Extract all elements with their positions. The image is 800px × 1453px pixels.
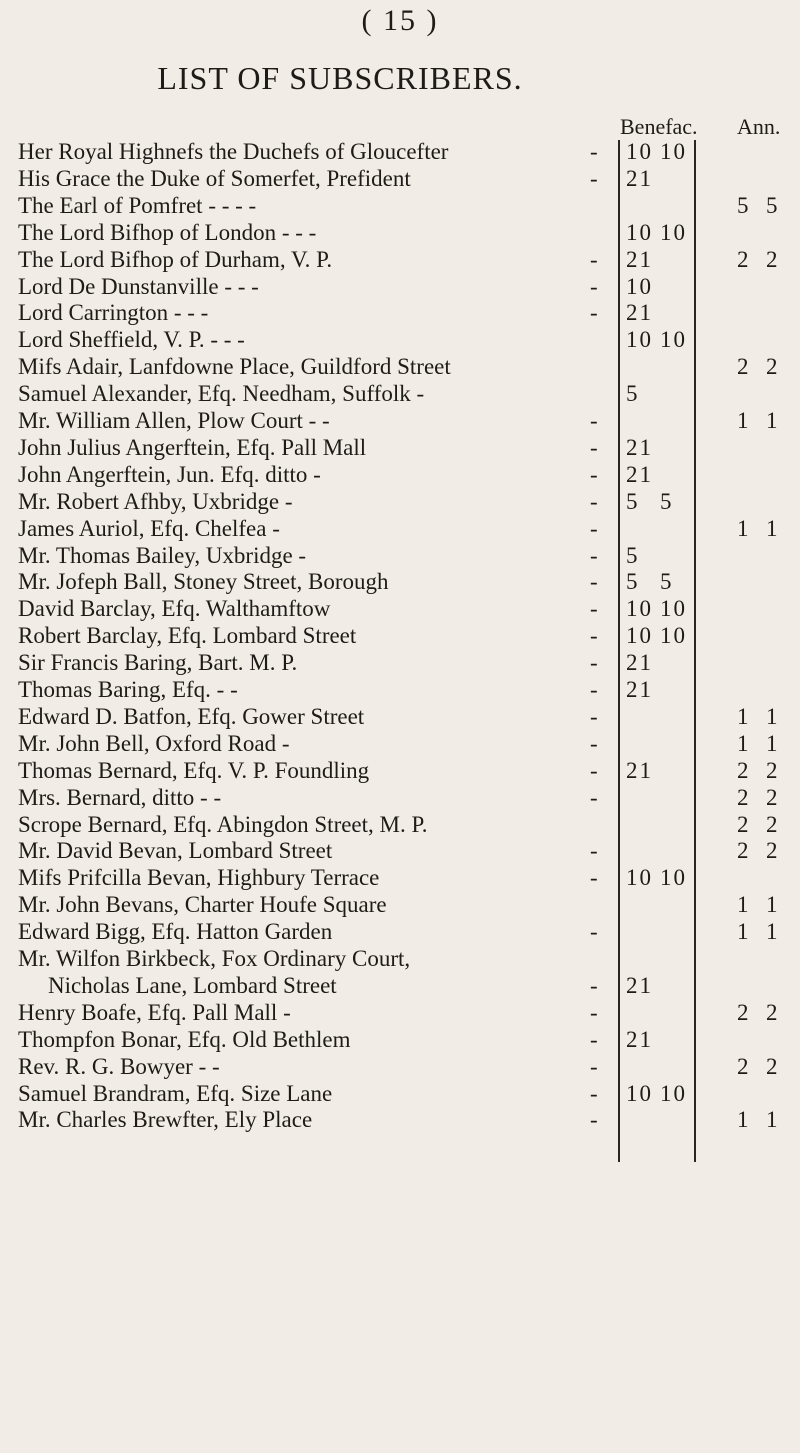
subscriber-row <box>0 1053 800 1080</box>
benefaction-pounds: 21 <box>626 757 653 783</box>
subscriber-row <box>0 730 800 757</box>
leader-dash: - <box>590 838 598 864</box>
benefaction-pounds: 10 <box>626 1080 653 1106</box>
benefaction-pounds: 10 <box>626 623 653 649</box>
leader-dash: - <box>590 569 598 595</box>
benefaction-pounds: 21 <box>626 300 653 326</box>
subscriber-name: Mr. Robert Afhby, Uxbridge - <box>18 488 293 514</box>
annual-shillings: 1 <box>766 919 778 945</box>
annual-shillings: 2 <box>766 784 778 810</box>
subscriber-name: John Julius Angerftein, Efq. Pall Mall <box>18 434 367 460</box>
subscriber-row <box>0 434 800 461</box>
subscriber-name: Sir Francis Baring, Bart. M. P. <box>18 650 298 676</box>
benefaction-pounds: 10 <box>626 865 653 891</box>
benefaction-shillings: 10 <box>660 623 687 649</box>
annual-shillings: 2 <box>766 246 778 272</box>
subscriber-name: Lord De Dunstanville - - - <box>18 273 259 299</box>
subscriber-row <box>0 326 800 353</box>
subscriber-name: The Earl of Pomfret - - - - <box>18 192 257 218</box>
benefaction-pounds: 5 <box>626 488 640 514</box>
leader-dash: - <box>590 623 598 649</box>
benefaction-shillings: 10 <box>660 596 687 622</box>
subscriber-name: Nicholas Lane, Lombard Street <box>48 972 337 998</box>
benefaction-pounds: 21 <box>626 677 653 702</box>
benefaction-shillings: 5 <box>660 488 674 514</box>
subscriber-name: Rev. R. G. Bowyer - - <box>18 1053 220 1079</box>
benefaction-shillings: 10 <box>660 1080 687 1106</box>
subscriber-row <box>0 891 800 918</box>
benefaction-pounds: 21 <box>626 461 653 487</box>
annual-pounds: 1 <box>737 919 749 945</box>
annual-pounds: 5 <box>737 192 749 218</box>
subscriber-row <box>0 649 800 676</box>
page-title: LIST OF SUBSCRIBERS. <box>157 60 523 96</box>
subscriber-row <box>0 999 800 1026</box>
benefaction-pounds: 21 <box>626 972 653 998</box>
annual-shillings: 1 <box>766 730 778 756</box>
subscriber-row <box>0 488 800 515</box>
subscriber-name: Lord Carrington - - - <box>18 300 209 326</box>
subscriber-name: Mr. Wilfon Birkbeck, Fox Ordinary Court, <box>18 946 411 971</box>
subscriber-row <box>0 568 800 595</box>
annual-pounds: 1 <box>737 703 749 729</box>
benefaction-pounds: 21 <box>626 434 653 460</box>
annual-shillings: 1 <box>766 408 778 433</box>
subscriber-name: Edward D. Batfon, Efq. Gower Street <box>18 703 365 729</box>
subscriber-name: Henry Boafe, Efq. Pall Mall - <box>18 999 291 1025</box>
annual-shillings: 2 <box>766 757 778 783</box>
annual-pounds: 2 <box>737 757 749 783</box>
subscriber-row <box>0 784 800 811</box>
subscriber-name: Mr. William Allen, Plow Court - - <box>18 408 330 433</box>
leader-dash: - <box>590 650 598 676</box>
leader-dash: - <box>590 703 598 729</box>
benefaction-pounds: 10 <box>626 139 653 164</box>
subscriber-name: Thomas Bernard, Efq. V. P. Foundling <box>18 757 370 783</box>
subscriber-row <box>0 757 800 784</box>
leader-dash: - <box>590 677 598 702</box>
leader-dash: - <box>590 757 598 783</box>
subscriber-row <box>0 945 800 972</box>
column-header-ann: Ann. <box>737 114 781 139</box>
leader-dash: - <box>590 165 598 191</box>
column-header-benefac: Benefac. <box>620 114 698 139</box>
annual-shillings: 1 <box>766 703 778 729</box>
benefaction-shillings: 10 <box>660 139 687 164</box>
leader-dash: - <box>590 300 598 326</box>
benefaction-pounds: 10 <box>626 327 653 353</box>
benefaction-shillings: 10 <box>660 219 687 245</box>
leader-dash: - <box>590 865 598 891</box>
subscriber-name: Thompfon Bonar, Efq. Old Bethlem <box>18 1026 351 1052</box>
annual-pounds: 1 <box>737 408 749 433</box>
annual-shillings: 1 <box>766 515 778 541</box>
annual-pounds: 1 <box>737 515 749 541</box>
leader-dash: - <box>590 1026 598 1052</box>
annual-shillings: 1 <box>766 892 778 918</box>
subscriber-name: Mr. David Bevan, Lombard Street <box>18 838 333 864</box>
page-number: ( 15 ) <box>361 4 439 37</box>
subscriber-row <box>0 542 800 569</box>
leader-dash: - <box>590 1080 598 1106</box>
subscriber-name: Mr. Jofeph Ball, Stoney Street, Borough <box>18 569 389 595</box>
subscriber-name: Lord Sheffield, V. P. - - - <box>18 327 245 353</box>
leader-dash: - <box>590 139 598 164</box>
benefaction-pounds: 10 <box>626 273 653 299</box>
annual-shillings: 2 <box>766 811 778 837</box>
leader-dash: - <box>590 1053 598 1079</box>
leader-dash: - <box>590 730 598 756</box>
subscriber-row <box>0 972 800 999</box>
annual-pounds: 2 <box>737 354 749 380</box>
annual-pounds: 2 <box>737 811 749 837</box>
annual-pounds: 2 <box>737 246 749 272</box>
subscriber-name: His Grace the Duke of Somerfet, Prefident <box>18 165 411 191</box>
annual-shillings: 2 <box>766 1053 778 1079</box>
benefaction-pounds: 21 <box>626 246 653 272</box>
leader-dash: - <box>590 972 598 998</box>
leader-dash: - <box>590 434 598 460</box>
subscriber-row <box>0 407 800 434</box>
subscriber-name: James Auriol, Efq. Chelfea - <box>18 515 280 541</box>
subscriber-name: Scrope Bernard, Efq. Abingdon Street, M. P. <box>18 811 428 837</box>
annual-shillings: 2 <box>766 354 778 380</box>
subscriber-row <box>0 461 800 488</box>
benefaction-pounds: 21 <box>626 650 653 676</box>
leader-dash: - <box>590 246 598 272</box>
subscriber-row <box>0 811 800 838</box>
subscriber-row <box>0 246 800 273</box>
subscriber-name: John Angerftein, Jun. Efq. ditto - <box>18 461 321 487</box>
annual-pounds: 2 <box>737 1053 749 1079</box>
annual-pounds: 1 <box>737 892 749 918</box>
subscriber-name: Mifs Prifcilla Bevan, Highbury Terrace <box>18 865 380 891</box>
subscriber-name: The Lord Bifhop of Durham, V. P. <box>18 246 333 272</box>
annual-pounds: 1 <box>737 1107 749 1133</box>
annual-shillings: 2 <box>766 838 778 864</box>
leader-dash: - <box>590 488 598 514</box>
leader-dash: - <box>590 999 598 1025</box>
leader-dash: - <box>590 919 598 945</box>
subscriber-name: Mifs Adair, Lanfdowne Place, Guildford Street <box>18 354 451 380</box>
benefaction-shillings: 5 <box>660 569 674 595</box>
annual-pounds: 2 <box>737 838 749 864</box>
subscriber-row <box>0 595 800 622</box>
leader-dash: - <box>590 596 598 622</box>
subscriber-row <box>0 1080 800 1107</box>
subscriber-name: Mrs. Bernard, ditto - - <box>18 784 222 810</box>
benefaction-pounds: 5 <box>626 381 640 407</box>
subscriber-row <box>0 676 800 703</box>
subscriber-row <box>0 622 800 649</box>
subscriber-name: Mr. Charles Brewfter, Ely Place <box>18 1107 313 1133</box>
benefaction-pounds: 5 <box>626 542 640 568</box>
subscriber-row <box>0 1026 800 1053</box>
benefaction-shillings: 10 <box>660 865 687 891</box>
leader-dash: - <box>590 542 598 568</box>
benefaction-pounds: 10 <box>626 596 653 622</box>
leader-dash: - <box>590 784 598 810</box>
subscriber-row <box>0 165 800 192</box>
subscriber-name: The Lord Bifhop of London - - - <box>18 219 317 245</box>
subscriber-name: Mr. John Bell, Oxford Road - <box>18 730 290 756</box>
subscriber-name: Samuel Brandram, Efq. Size Lane <box>18 1080 333 1106</box>
subscriber-row <box>0 353 800 380</box>
subscriber-name: Her Royal Highnefs the Duchefs of Gloucefter <box>18 139 449 164</box>
leader-dash: - <box>590 408 598 433</box>
leader-dash: - <box>590 273 598 299</box>
subscriber-name: David Barclay, Efq. Walthamftow <box>18 596 331 622</box>
benefaction-shillings: 10 <box>660 327 687 353</box>
subscriber-name: Robert Barclay, Efq. Lombard Street <box>18 623 357 649</box>
subscriber-row <box>0 515 800 542</box>
subscriber-row <box>0 192 800 219</box>
benefaction-pounds: 5 <box>626 569 640 595</box>
subscriber-row <box>0 837 800 864</box>
annual-shillings: 1 <box>766 1107 778 1133</box>
subscriber-name: Mr. Thomas Bailey, Uxbridge - <box>18 542 307 568</box>
leader-dash: - <box>590 461 598 487</box>
subscriber-row <box>0 703 800 730</box>
annual-shillings: 2 <box>766 999 778 1025</box>
annual-pounds: 2 <box>737 784 749 810</box>
benefaction-pounds: 21 <box>626 1026 653 1052</box>
subscriber-row <box>0 219 800 246</box>
subscriber-name: Thomas Baring, Efq. - - <box>18 677 238 702</box>
subscriber-name: Edward Bigg, Efq. Hatton Garden <box>18 919 333 945</box>
subscriber-row <box>0 299 800 326</box>
subscriber-row <box>0 918 800 945</box>
subscriber-row <box>0 864 800 891</box>
leader-dash: - <box>590 515 598 541</box>
subscriber-name: Samuel Alexander, Efq. Needham, Suffolk - <box>18 381 425 407</box>
annual-shillings: 5 <box>766 192 778 218</box>
annual-pounds: 2 <box>737 999 749 1025</box>
subscriber-row <box>0 138 800 165</box>
leader-dash: - <box>590 1107 598 1133</box>
benefaction-pounds: 10 <box>626 219 653 245</box>
benefaction-pounds: 21 <box>626 165 653 191</box>
subscriber-row <box>0 273 800 300</box>
subscriber-row <box>0 1106 800 1133</box>
subscriber-name: Mr. John Bevans, Charter Houfe Square <box>18 892 387 918</box>
annual-pounds: 1 <box>737 730 749 756</box>
subscriber-row <box>0 380 800 407</box>
